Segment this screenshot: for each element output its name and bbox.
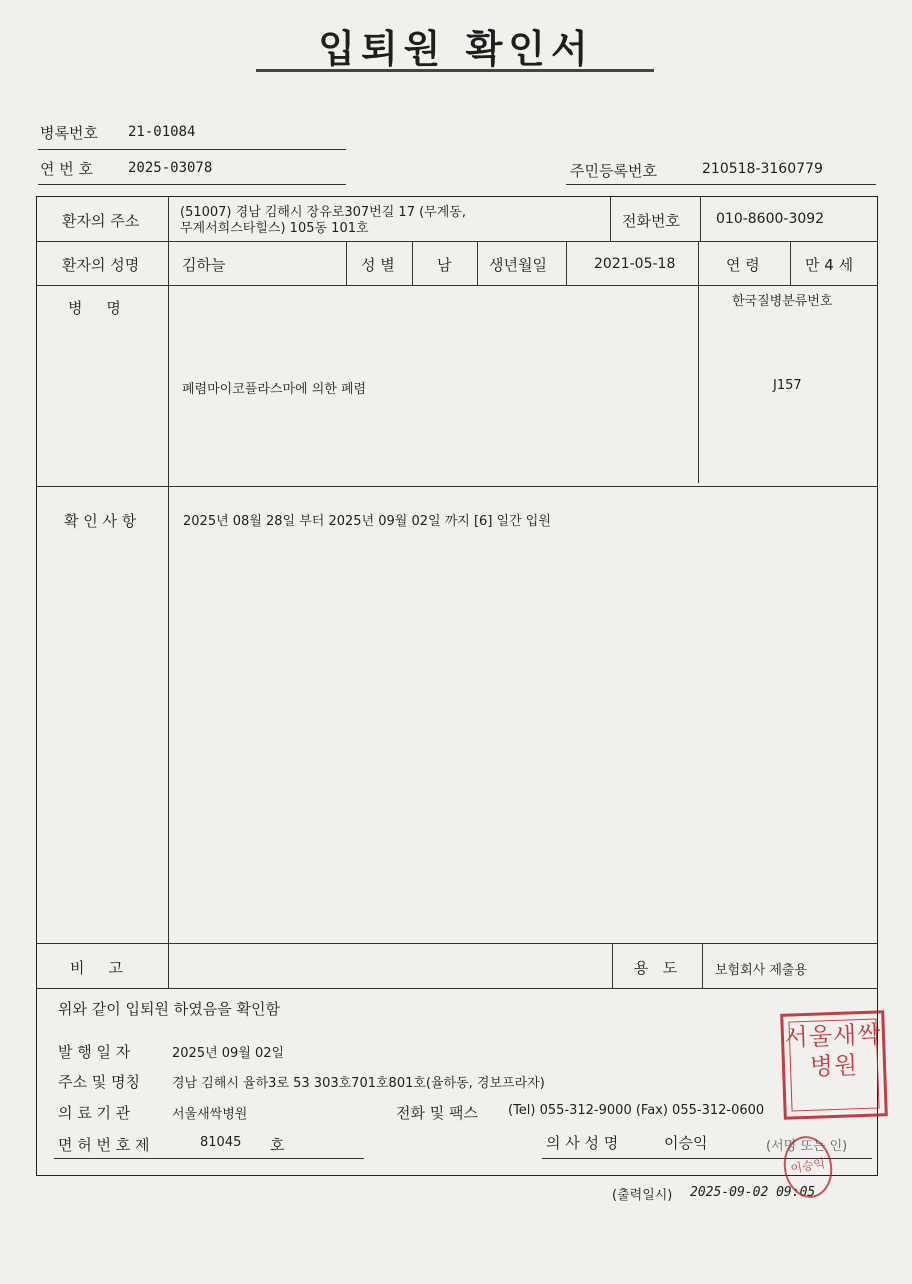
- document-title: 입퇴원 확인서: [318, 27, 594, 71]
- row-rule: [37, 486, 877, 487]
- contact-label: 전화 및 팩스: [396, 1104, 478, 1122]
- diagnosis-label: 병 명: [68, 299, 121, 317]
- purpose-value: 보험회사 제출용: [715, 963, 808, 978]
- title-underline: [256, 69, 654, 72]
- doctor-name: 이승익: [664, 1134, 708, 1152]
- address-label: 환자의 주소: [62, 212, 140, 230]
- serial-no-underline: [38, 184, 346, 185]
- serial-no-value: 2025-03078: [128, 160, 213, 176]
- license-no: 81045: [200, 1135, 242, 1150]
- institution-value: 서울새싹병원: [172, 1107, 248, 1122]
- kcd-label: 한국질병분류번호: [732, 294, 833, 309]
- contact-value: (Tel) 055-312-9000 (Fax) 055-312-0600: [508, 1103, 765, 1118]
- row-rule: [37, 241, 877, 242]
- col-rule: [790, 241, 791, 285]
- age-value: 만 4 세: [805, 256, 854, 274]
- name-value: 김하늘: [182, 256, 226, 274]
- sign-label: (서명 또는 인): [766, 1139, 848, 1154]
- dob-label: 생년월일: [489, 256, 547, 274]
- phone-value: 010-8600-3092: [716, 211, 825, 227]
- col-rule: [346, 241, 347, 285]
- col-rule: [168, 197, 169, 988]
- sex-value: 남: [437, 256, 452, 274]
- row-rule: [37, 988, 877, 989]
- record-no-label: 병록번호: [40, 124, 98, 142]
- name-label: 환자의 성명: [62, 256, 140, 274]
- rrn-value: 210518-3160779: [702, 161, 823, 177]
- col-rule: [700, 197, 701, 241]
- hospital-stamp: [780, 1010, 888, 1120]
- col-rule: [698, 241, 699, 483]
- address-name-label: 주소 및 명칭: [58, 1073, 140, 1091]
- institution-label: 의 료 기 관: [58, 1104, 131, 1122]
- address-line-2: 무계서희스타힐스) 105동 101호: [180, 221, 369, 236]
- license-underline: [54, 1158, 364, 1159]
- phone-label: 전화번호: [622, 212, 680, 230]
- diagnosis-name: 폐렴마이코플라스마에 의한 폐렴: [182, 382, 367, 397]
- confirmation-statement: 위와 같이 입퇴원 하였음을 확인함: [58, 1000, 280, 1018]
- confirmation-text: 2025년 08월 28일 부터 2025년 09월 02일 까지 [6] 일간 입원: [183, 514, 551, 529]
- record-no-value: 21-01084: [128, 124, 196, 140]
- row-rule: [37, 285, 877, 286]
- rrn-underline: [566, 184, 876, 185]
- form-frame: [36, 196, 878, 1176]
- col-rule: [702, 943, 703, 988]
- row-rule: [37, 943, 877, 944]
- record-no-underline: [38, 149, 346, 150]
- purpose-label: 용 도: [634, 959, 678, 977]
- sex-label: 성 별: [361, 256, 395, 274]
- hospital-address: 경남 김해시 율하3로 53 303호701호801호(율하동, 경보프라자): [172, 1076, 545, 1091]
- stamp-inner-border: [788, 1018, 879, 1111]
- doctor-label: 의 사 성 명: [546, 1134, 619, 1152]
- col-rule: [566, 241, 567, 285]
- stamp-text: 서울새싹병원: [784, 1020, 882, 1081]
- remarks-label: 비 고: [70, 959, 123, 977]
- col-rule: [610, 197, 611, 241]
- col-rule: [612, 943, 613, 988]
- dob-value: 2021-05-18: [594, 256, 676, 272]
- confirmation-label: 확 인 사 항: [64, 512, 137, 530]
- address-value: [180, 205, 466, 237]
- address-line-1: (51007) 경남 김해시 장유로307번길 17 (무계동,: [180, 205, 466, 220]
- col-rule: [477, 241, 478, 285]
- license-label: 면 허 번 호 제: [58, 1136, 150, 1154]
- printed-at-value: 2025-09-02 09:05: [690, 1185, 816, 1200]
- rrn-label: 주민등록번호: [570, 162, 657, 180]
- diagnosis-code: J157: [773, 378, 802, 393]
- col-rule: [412, 241, 413, 285]
- serial-no-label: 연 번 호: [40, 160, 94, 178]
- license-suffix: 호: [270, 1136, 285, 1154]
- issue-date-label: 발 행 일 자: [58, 1043, 131, 1061]
- printed-at-label: (출력일시): [612, 1188, 673, 1203]
- doctor-seal: 이승익: [779, 1132, 837, 1201]
- issue-date-value: 2025년 09월 02일: [172, 1046, 285, 1061]
- age-label: 연 령: [726, 256, 760, 274]
